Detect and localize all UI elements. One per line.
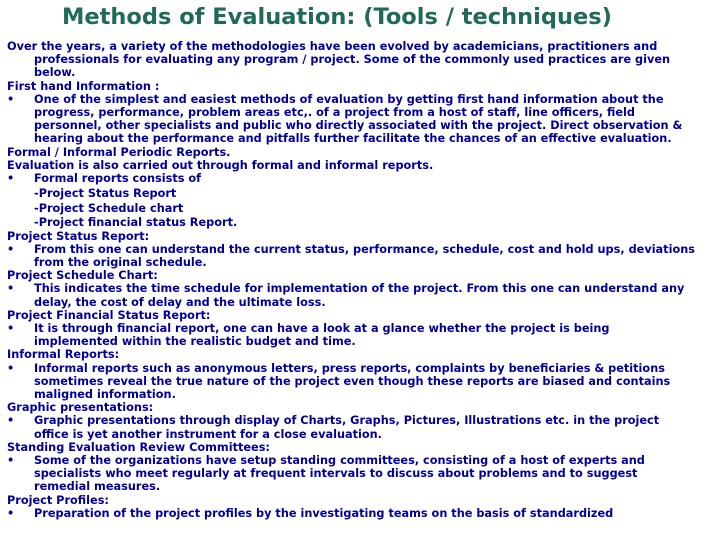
section-heading-formal-informal: Formal / Informal Periodic Reports. [7, 145, 231, 159]
bullet-graphic [7, 414, 697, 440]
bullet-profiles [7, 507, 697, 520]
section-heading-committees: Standing Evaluation Review Committees: [7, 440, 270, 454]
bullet-informal-reports [7, 362, 697, 402]
section-heading-schedule-chart: Project Schedule Chart: [7, 269, 158, 283]
list-item: -Project Schedule chart [34, 201, 184, 215]
bullet-text: From this one can understand the current status, performance, schedule, cost and hold ups, deviations from the original schedule. [34, 242, 695, 270]
bullet-text: Graphic presentations through display of Charts, Graphs, Pictures, Illustrations etc. in the project office is yet another instrument for a close evaluation. [34, 414, 660, 441]
slide-title: Methods of Evaluation: (Tools / techniques) [62, 4, 612, 30]
section-heading-status-report: Project Status Report: [7, 229, 150, 243]
bullet-text: One of the simplest and easiest methods of evaluation by getting first hand information about the progress, performance, problem areas etc,. of a project from a host of staff, line officers, field personnel, other specialists and public who directly associated with the project. Direct observation & hearing about the performance and pitfalls further facilitate the chances of an effective evaluation. [34, 92, 683, 146]
bullet-text: It is through financial report, one can have a look at a glance whether the project is being implemented within the realistic budget and time. [34, 322, 610, 349]
bullet-text: Some of the organizations have setup standing committees, consisting of a host of experts and specialists who meet regularly at frequent intervals to discuss about problems and to suggest remedial measures. [34, 454, 645, 494]
bullet-icon: • [7, 172, 15, 186]
formal-informal-note: Evaluation is also carried out through formal and informal reports. [7, 158, 434, 172]
bullet-schedule-chart [7, 282, 697, 308]
bullet-text: Informal reports such as anonymous letters, press reports, complaints by beneficiaries & petitions sometimes reveal the true nature of the project even though these reports are biased and contains maligned information. [34, 361, 671, 402]
bullet-icon: • [7, 454, 15, 468]
section-heading-financial-report: Project Financial Status Report: [7, 308, 211, 322]
bullet-financial-report [7, 322, 697, 348]
list-item: -Project Status Report [34, 186, 177, 200]
bullet-text: This indicates the time schedule for implementation of the project. From this one can understand any delay, the cost of delay and the ultimate loss. [34, 282, 685, 309]
bullet-icon: • [7, 361, 15, 375]
bullet-first-hand [7, 93, 697, 146]
bullet-formal-reports [7, 172, 697, 185]
slide-body [7, 40, 697, 520]
bullet-icon: • [7, 414, 15, 428]
bullet-status-report [7, 243, 697, 269]
bullet-icon: • [7, 242, 15, 256]
list-item: -Project financial status Report. [34, 216, 238, 230]
bullet-committees [7, 454, 697, 494]
bullet-icon: • [7, 506, 15, 520]
bullet-icon: • [7, 282, 15, 296]
section-heading-profiles: Project Profiles: [7, 493, 109, 507]
bullet-icon: • [7, 92, 15, 106]
bullet-text: Preparation of the project profiles by the investigating teams on the basis of standardized [34, 506, 614, 520]
bullet-icon: • [7, 322, 15, 336]
section-heading-informal-reports: Informal Reports: [7, 348, 120, 362]
section-heading-first-hand: First hand Information : [7, 79, 160, 93]
intro-paragraph: Over the years, a variety of the methodologies have been evolved by academicians, practitioners and professionals for evaluating any program / project. Some of the commonly used practices are given below. [7, 40, 671, 80]
bullet-text: Formal reports consists of [34, 172, 202, 186]
section-heading-graphic: Graphic presentations: [7, 401, 154, 415]
